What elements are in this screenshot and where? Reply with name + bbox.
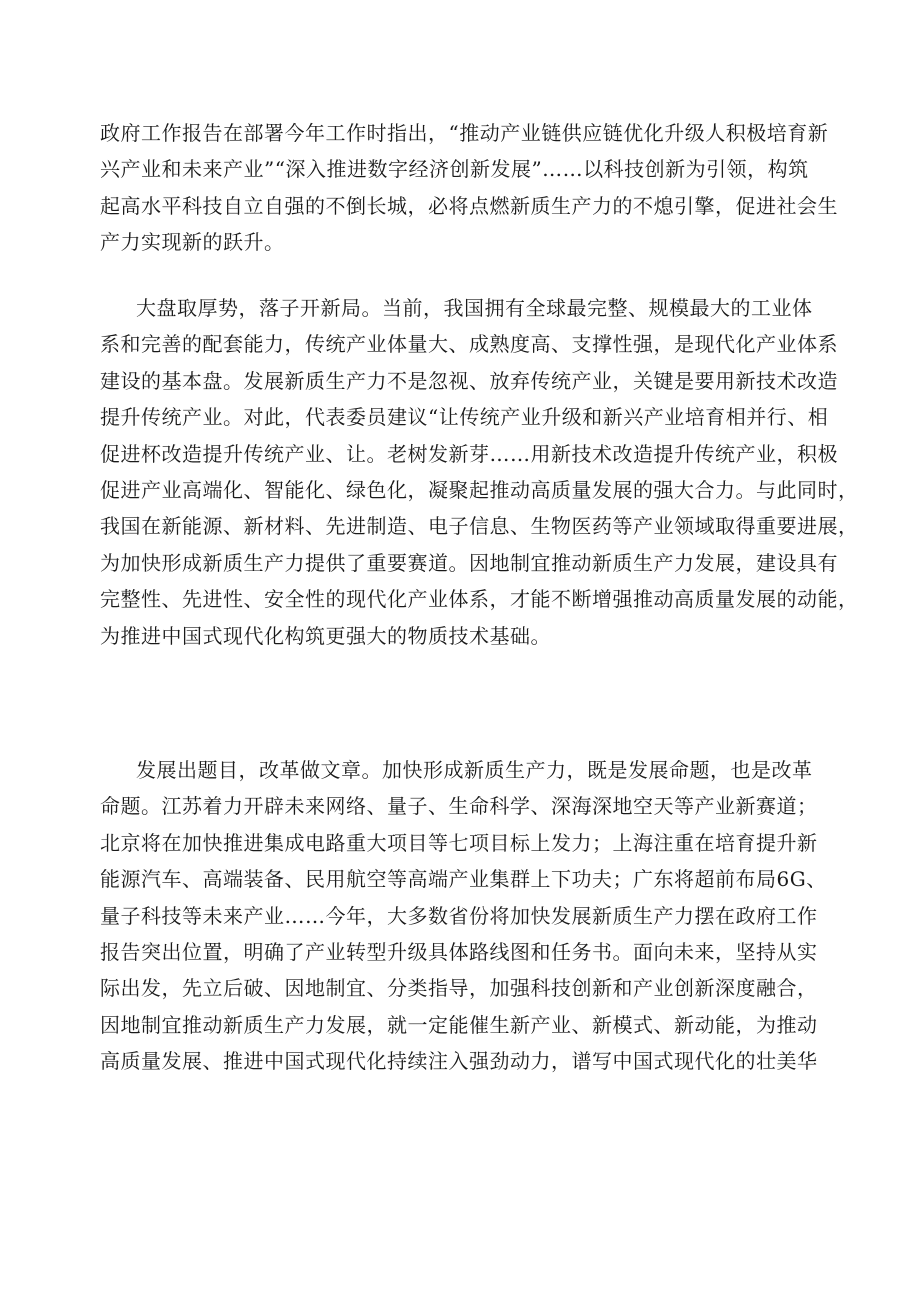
paragraph-3-line-3: 北京将在加快推进集成电路重大项目等七项目标上发力；上海注重在培育提升新 bbox=[100, 830, 818, 855]
paragraph-1-line-3: 起高水平科技自立自强的不倒长城，必将点燃新质生产力的不熄引擎，促进社会生 bbox=[100, 193, 838, 218]
paragraph-3-line-4: 能源汽车、高端装备、民用航空等高端产业集群上下功夫；广东将超前布局6G、 bbox=[100, 867, 827, 892]
paragraph-2-line-4: 提升传统产业。对此，代表委员建议“让传统产业升级和新兴产业培育相并行、相 bbox=[100, 405, 829, 430]
paragraph-3-line-7: 际出发，先立后破、因地制宜、分类指导，加强科技创新和产业创新深度融合， bbox=[100, 976, 818, 1001]
paragraph-3-line-8: 因地制宜推动新质生产力发展，就一定能催生新产业、新模式、新动能，为推动 bbox=[100, 1012, 818, 1037]
paragraph-3-line-5: 量子科技等未来产业……今年，大多数省份将加快发展新质生产力摆在政府工作 bbox=[100, 903, 818, 928]
paragraph-2-line-1: 大盘取厚势，落子开新局。当前，我国拥有全球最完整、规模最大的工业体 bbox=[136, 296, 813, 320]
paragraph-2-line-3: 建设的基本盘。发展新质生产力不是忽视、放弃传统产业，关键是要用新技术改造 bbox=[100, 368, 838, 393]
paragraph-3-line-6: 报告突出位置，明确了产业转型升级具体路线图和任务书。面向未来，坚持从实 bbox=[100, 939, 818, 964]
paragraph-2-line-6: 促进产业高端化、智能化、绿色化，凝聚起推动高质量发展的强大合力。与此同时， bbox=[100, 477, 859, 502]
paragraph-3-line-9: 高质量发展、推进中国式现代化持续注入强劲动力，谱写中国式现代化的壮美华 bbox=[100, 1049, 818, 1074]
paragraph-3-line-2: 命题。江苏着力开辟未来网络、量子、生命科学、深海深地空天等产业新赛道； bbox=[100, 794, 818, 819]
paragraph-2-line-8: 为加快形成新质生产力提供了重要赛道。因地制宜推动新质生产力发展，建设具有 bbox=[100, 550, 838, 575]
paragraph-1 bbox=[100, 115, 860, 261]
paragraph-2-line-5: 促进杯改造提升传统产业、让。老树发新芽……用新技术改造提升传统产业，积极 bbox=[100, 441, 838, 466]
paragraph-2-line-7: 我国在新能源、新材料、先进制造、电子信息、生物医药等产业领域取得重要进展， bbox=[100, 514, 859, 539]
paragraph-3 bbox=[100, 752, 860, 1080]
paragraph-1-line-1: 政府工作报告在部署今年工作时指出，“推动产业链供应链优化升级人积极培育新 bbox=[100, 121, 829, 145]
paragraph-2-line-2: 系和完善的配套能力，传统产业体量大、成熟度高、支撑性强，是现代化产业体系 bbox=[100, 332, 838, 357]
paragraph-2-line-9: 完整性、先进性、安全性的现代化产业体系，才能不断增强推动高质量发展的动能， bbox=[100, 587, 859, 612]
paragraph-1-line-4: 产力实现新的跃升。 bbox=[100, 230, 285, 255]
paragraph-2-line-10: 为推进中国式现代化构筑更强大的物质技术基础。 bbox=[100, 623, 551, 648]
paragraph-1-line-2: 兴产业和未来产业”“深入推进数字经济创新发展”……以科技创新为引领，构筑 bbox=[100, 157, 809, 182]
paragraph-3-line-1: 发展出题目，改革做文章。加快形成新质生产力，既是发展命题，也是改革 bbox=[136, 758, 813, 782]
paragraph-2 bbox=[100, 290, 860, 654]
